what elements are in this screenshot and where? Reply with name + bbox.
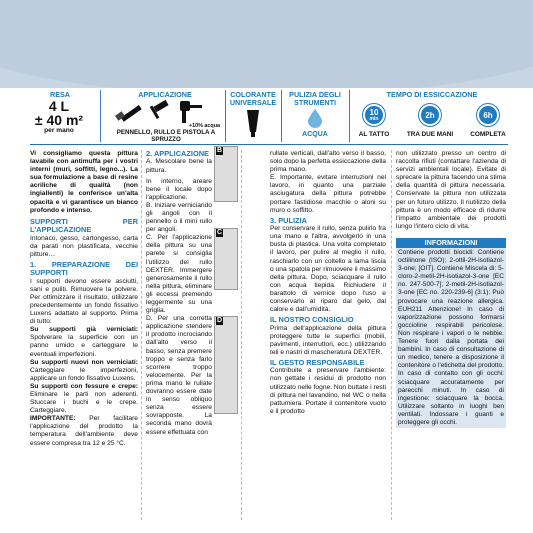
column-divider (241, 150, 242, 520)
pulizia-label: PULIZIA DEGLI STRUMENTI (289, 90, 341, 107)
clock-icon (477, 104, 499, 126)
info-text: Contiene prodotti biocidi: Contiene octilinone (ISO); 2-ottil-2H-isotiazol-3-one; [OIT]. Contiene Miscela di: 5-cloro-2-metil-2H-isotiazol-3-one [EC no. 247-500-7]; 2-metil-2H-isotiazol-3-one [EC no. 220-239-6] (3:1): Può provocare una reazione allergica. EUH211 Attenzione! In caso di vaporizzazione possono formarsi goccioline respirabili pericolose. Non respirare i vapori o le nebbie. Tenere fuori dalla portata dei bambini. In caso di consultazione di un medico, tenere a disposizione il contenitore o l'etichetta del prodotto. In caso di contatto con gli occhi: sciacquare accuratamente per parecchi minuti. In caso di ingestione: sciacquare la bocca. Utilizzare soltanto in luoghi ben ventilati. Indossare i guanti e proteggere gli occhi. (398, 249, 504, 426)
gesto-title: IL GESTO RESPONSABILE (270, 357, 365, 367)
resa-label: RESA (50, 90, 70, 99)
resa-block (30, 99, 88, 134)
gia-label: Su supporti già verniciati: (30, 326, 138, 334)
gia-text: Spolverare la superficie con un panno umido e carteggiare le eventuali imperfezioni. (30, 334, 138, 358)
column-1 (30, 150, 138, 448)
step-image-label: C (217, 229, 223, 236)
column-3 (270, 150, 386, 416)
divider (281, 90, 282, 142)
importante-label: IMPORTANTE: (30, 415, 76, 423)
divider (100, 90, 101, 142)
gesto-text: Contribuite a preservare l'ambiente: non gettate i residui di prodotto non utilizzato nelle fogne. Non buttate i resti di pittura nel lavandino, nel WC o nella pattumiera. Portate il contenitore vuoto e il prodotto (270, 367, 386, 415)
divider (349, 90, 350, 142)
clock-num: 6h (483, 111, 493, 120)
step-a: A. Mescolare bene la pittura. (146, 158, 212, 174)
applicazione-title: 2. APPLICAZIONE (146, 149, 209, 158)
pulizia-title: 3. PULIZIA (270, 215, 307, 225)
tempo-text-2: TRA DUE MANI (406, 131, 454, 138)
step-image-c (214, 228, 238, 290)
supporti-text: Intonaco, gesso, cartongesso, carta da parati non plastificata, vecchie pitture… (30, 234, 138, 258)
applicazione-label: APPLICAZIONE (138, 90, 192, 99)
column-divider (391, 150, 392, 520)
tube-icon (244, 108, 262, 138)
info-box (396, 238, 506, 428)
clock-icon (419, 104, 441, 126)
resa-per: per mano (44, 127, 74, 134)
tempo-text-1: AL TATTO (358, 131, 390, 138)
fessure-label: Su supporti con fessure e crepe: (30, 382, 138, 390)
column-4 (396, 150, 506, 231)
importante-text: Per facilitare l'applicazione del prodotto la temperatura dell'ambiente deve essere compresa tra 12 e 25 °C. (30, 415, 138, 447)
clock-num: 10 (369, 108, 379, 117)
water-percent: +10% acqua (189, 123, 221, 129)
column-divider (141, 150, 142, 520)
divider (225, 90, 226, 142)
pulizia-text: Per conservare il rullo, senza pulirlo fra una mano e l'altra, avvolgerlo in una busta di plastica. Una volta completato il lavoro, per pulire al meglio il rullo, raschiarlo con un coltello a lama liscia o una spatola per rimuovere il massimo della pittura. Dopo, sciacquare il rullo con acqua tiepida. Richiudere il barattolo di vernice dopo l'uso e conservarlo al riparo dal gelo, dal calore e dall'umidità. (270, 225, 386, 314)
tools-label: PENNELLO, RULLO E PISTOLA A SPRUZZO (116, 129, 216, 143)
prep-text: I supporti devono essere asciutti, sani e puliti. Rimuovere la polvere. Per ottimizzare il risultato, utilizzare precedentemente un fondo fissativo Luxens adattato al supporto. Prima di tutto: (30, 277, 138, 326)
column-2 (146, 150, 212, 437)
step-d: D. Per una corretta applicazione stendere il prodotto incrociando dall'alto verso il basso, senza premere troppo e senza farlo scorrere troppo velocemente. Per la prima mano le rullate dovranno essere date in senso obliquo senza essere sovrapposte. La seconda mano dovrà essere effettuata con (146, 315, 212, 436)
pulizia-value: ACQUA (302, 131, 328, 138)
supporti-title: SUPPORTI PER L'APPLICAZIONE (30, 216, 138, 235)
step-image-label: B (217, 147, 223, 154)
step-image-d (214, 316, 238, 414)
step-image-label: D (217, 317, 223, 324)
consiglio-text: Prima dell'applicazione della pittura proteggere tutte le superfici (mobili, pavimenti, interruttori, ecc.) utilizzando teli e nastri di mascheratura DEXTER. (270, 324, 386, 356)
applicazione-intro: In interno, areare bene il locale dopo l'applicazione. (146, 177, 212, 201)
nuovi-label: Su supporti nuovi non verniciati: (30, 358, 138, 366)
prep-title: 1. PREPARAZIONE DEI SUPPORTI (30, 259, 138, 278)
clock-num: 2h (425, 111, 435, 120)
clock-icon (363, 104, 385, 126)
step-c: C. Per l'applicazione della pittura su una parete si consiglia l'utilizzo del rullo DEXTER. Immergere generosamente il rullo nella pittura, eliminare gli eccessi premendo leggermente su una griglia. (146, 234, 212, 315)
header-rule (30, 144, 508, 145)
step-e: E. Importante, evitare interruzioni nel lavoro, in quanto una parziale asciugatura della pittura potrebbe portare fastidiose macchie o aloni su muro o soffitto. (270, 174, 386, 214)
tempo-label: TEMPO DI ESSICCAZIONE (386, 90, 478, 99)
step-b: B. Iniziare verniciando gli angoli con il pennello o il mini rullo per angoli. (146, 201, 212, 234)
nuovi-text: Carteggiare le imperfezioni, applicare un fondo fissativo Luxens. (30, 366, 138, 382)
step-image-b (214, 146, 238, 202)
col3-continuation: rullate verticali, dall'alto verso il basso, solo dopo la perfetta essiccazione della prima mano. (270, 150, 386, 174)
colorante-label: COLORANTE UNIVERSALE (229, 90, 277, 107)
intro-text: Vi consigliamo questa pittura lavabile con antimuffa per i vostri interni (muri, soffitti, legno...). La sua formulazione a base di resine acriliche di qualità (non ingiallenti) le conferisce un'alta opacità e vi garantisce un bianco profondo e intenso. (30, 150, 138, 214)
header-curve (0, 0, 533, 96)
water-drop-icon (306, 108, 324, 128)
fessure-text: Eliminare le parti non aderenti. Stuccare i buchi e le crepe. Carteggiare. (30, 390, 138, 415)
resa-qty: 4 L (48, 98, 70, 114)
clock-unit: min (369, 116, 379, 122)
tempo-text-3: COMPLETA (470, 131, 506, 138)
info-title: INFORMAZIONI (396, 238, 506, 248)
resa-area: ± 40 m² (34, 112, 84, 128)
col4-text: non utilizzato presso un centro di raccolta rifiuti (contattare l'azienda di servizi ambientali locale). Evitate di sprecare la pittura facendo una stima della quantità di pittura necessaria. Conservate la pittura non utilizzata per un futuro utilizzo. Il riutilizzo della pittura è un modo efficace di ridurre l'impatto ambientale dei prodotti lungo l'intero ciclo di vita. (396, 150, 506, 230)
consiglio-title: IL NOSTRO CONSIGLIO (270, 315, 354, 325)
